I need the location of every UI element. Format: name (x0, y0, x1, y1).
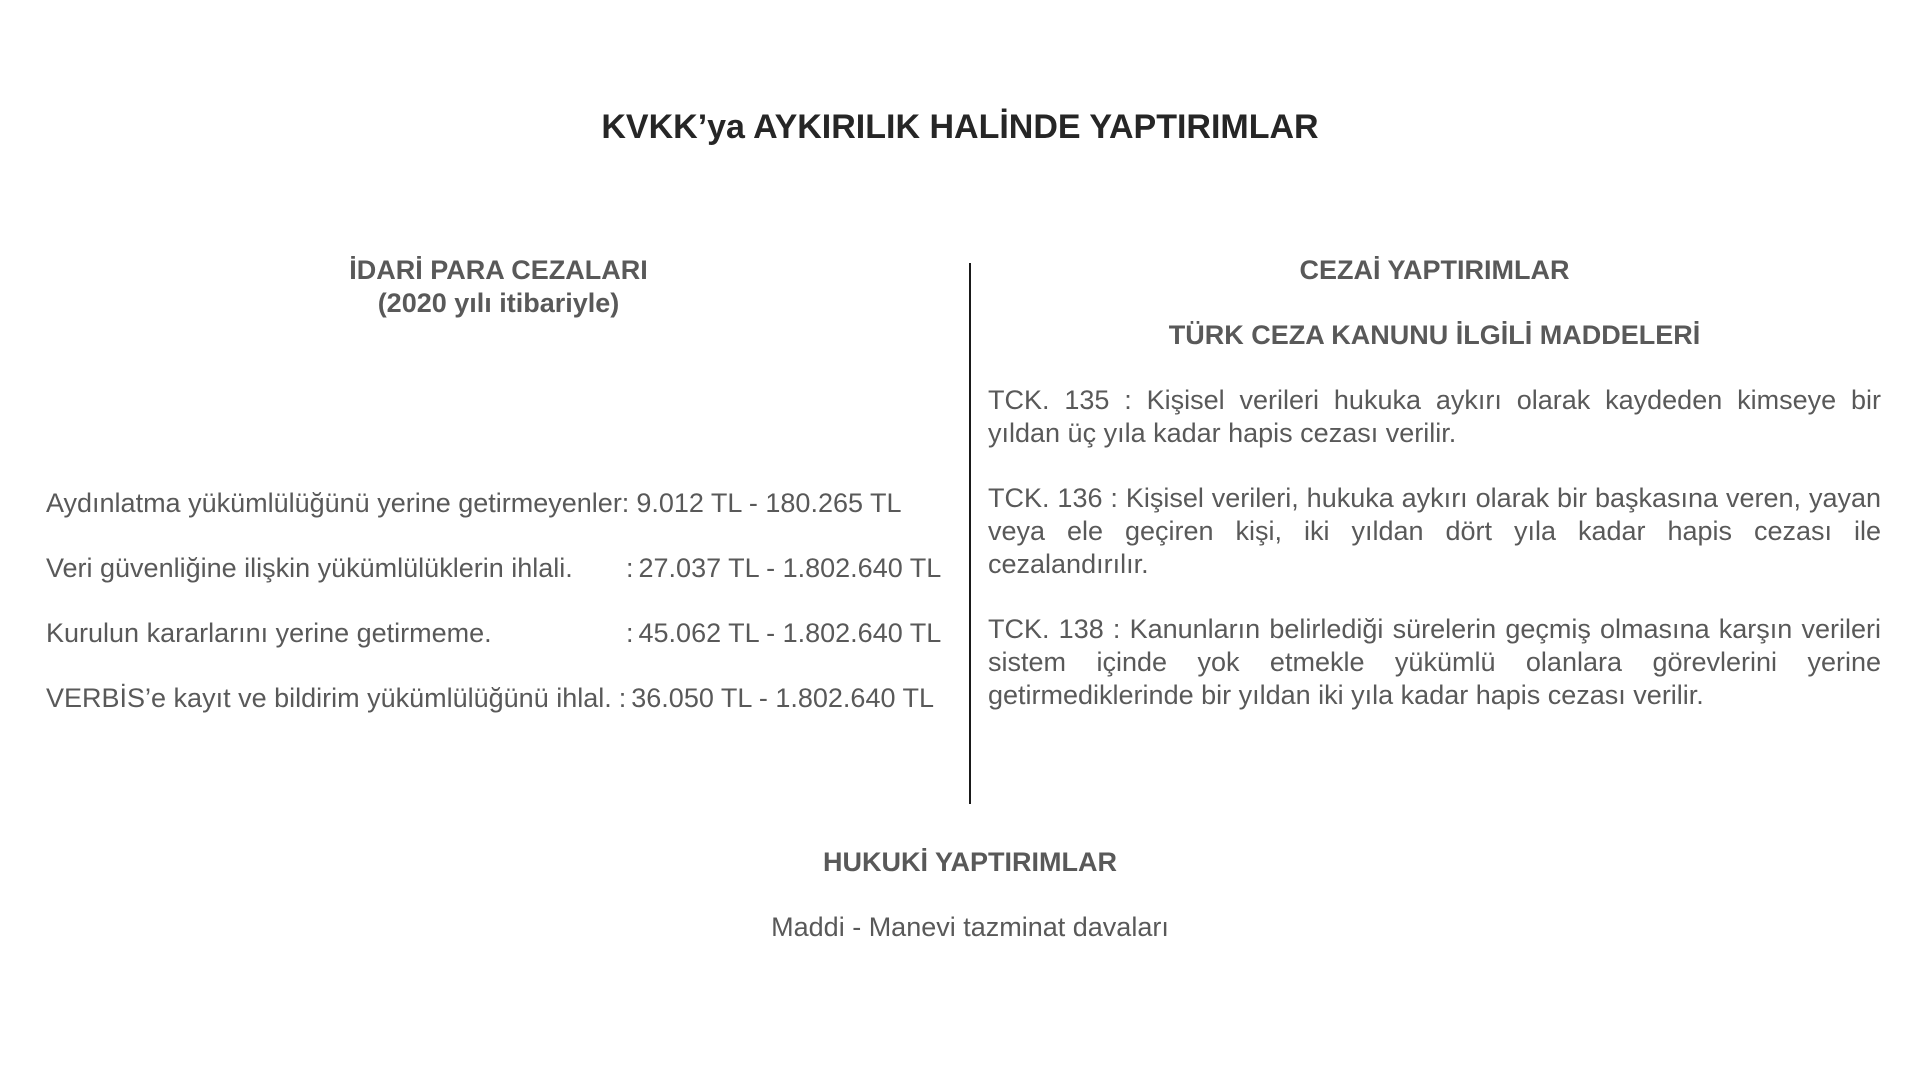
article-tck-136: TCK. 136 : Kişisel verileri, hukuka aykırı olarak bir başkasına veren, yayan veya ele geçiren kişi, iki yıldan dört yıla kadar hapis cezası ile cezalandırılır. (988, 483, 1881, 579)
penal-code-subheading: TÜRK CEZA KANUNU İLGİLİ MADDELERİ (1168, 320, 1701, 350)
fine-separator: : (626, 553, 634, 583)
article-tck-135: TCK. 135 : Kişisel verileri hukuka aykırı olarak kaydeden kimseye bir yıldan üç yıla kadar hapis cezası verilir. (988, 385, 1881, 448)
criminal-sanctions-section (988, 254, 1881, 712)
fine-row-disclosure (46, 487, 951, 520)
fine-label: VERBİS’e kayıt ve bildirim yükümlülüğünü ihlal. (46, 683, 612, 713)
administrative-fines-section (46, 254, 951, 747)
fine-amount: 9.012 TL - 180.265 TL (636, 488, 902, 518)
fine-row-data-security (46, 552, 951, 585)
fine-label: Kurulun kararlarını yerine getirmeme. (46, 618, 492, 648)
fine-row-verbis (46, 682, 951, 715)
criminal-sanctions-heading: CEZAİ YAPTIRIMLAR (1299, 255, 1570, 285)
fine-amount: 27.037 TL - 1.802.640 TL (638, 553, 942, 583)
fine-amount: 45.062 TL - 1.802.640 TL (638, 618, 942, 648)
administrative-fines-heading: İDARİ PARA CEZALARI (349, 255, 648, 285)
fines-list (46, 487, 951, 715)
fine-label: Aydınlatma yükümlülüğünü yerine getirmeyenler: (46, 488, 630, 518)
column-divider (969, 263, 971, 804)
fine-amount: 36.050 TL - 1.802.640 TL (631, 683, 935, 713)
civil-sanctions-heading: HUKUKİ YAPTIRIMLAR (822, 847, 1118, 877)
fine-separator: : (618, 683, 627, 713)
civil-sanctions-text: Maddi - Manevi tazminat davaları (771, 912, 1169, 942)
article-tck-138: TCK. 138 : Kanunların belirlediği sürelerin geçmiş olmasına karşın verileri sistem içinde yok etmekle yükümlü olanlara görevlerini yerine getirmediklerinde bir yıldan iki yıla kadar hapis cezası verilir. (988, 614, 1881, 710)
page-title: KVKK’ya AYKIRILIK HALİNDE YAPTIRIMLAR (601, 108, 1319, 146)
administrative-fines-subheading: (2020 yılı itibariyle) (377, 288, 620, 318)
fine-separator: : (626, 618, 634, 648)
civil-sanctions-section (0, 846, 1920, 944)
fine-row-board-decisions (46, 617, 951, 650)
fine-label: Veri güvenliğine ilişkin yükümlülüklerin ihlali. (46, 553, 573, 583)
